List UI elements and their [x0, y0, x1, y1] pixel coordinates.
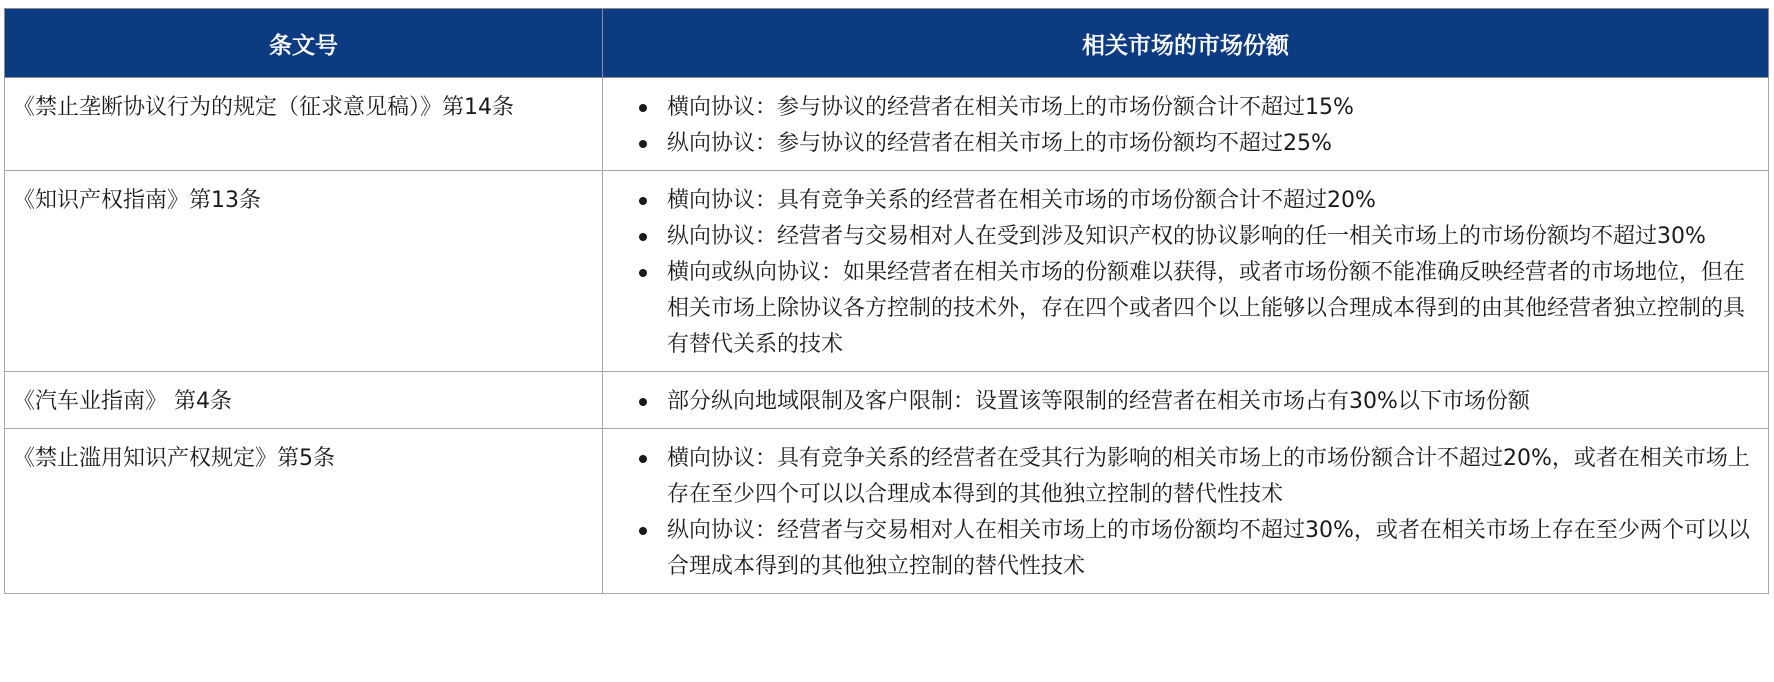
bullet-list — [611, 441, 1760, 585]
article-cell: 《知识产权指南》第13条 — [5, 171, 603, 372]
market-share-cell — [603, 171, 1769, 372]
article-cell: 《汽车业指南》 第4条 — [5, 372, 603, 429]
bullet-list — [611, 384, 1760, 420]
table-body — [5, 78, 1769, 594]
table-row — [5, 171, 1769, 372]
bullet-list — [611, 90, 1760, 162]
market-share-cell — [603, 429, 1769, 594]
header-row — [5, 9, 1769, 78]
table-row — [5, 78, 1769, 171]
header-article-number: 条文号 — [5, 9, 603, 78]
bullet-item: 横向协议：具有竞争关系的经营者在相关市场的市场份额合计不超过20% — [667, 183, 1760, 219]
table-row — [5, 429, 1769, 594]
bullet-item: 纵向协议：经营者与交易相对人在相关市场上的市场份额均不超过30%，或者在相关市场上存在至少两个可以以合理成本得到的其他独立控制的替代性技术 — [667, 513, 1760, 585]
bullet-item: 纵向协议：经营者与交易相对人在受到涉及知识产权的协议影响的任一相关市场上的市场份额均不超过30% — [667, 219, 1760, 255]
header-market-share: 相关市场的市场份额 — [603, 9, 1769, 78]
bullet-item: 横向协议：具有竞争关系的经营者在受其行为影响的相关市场上的市场份额合计不超过20%，或者在相关市场上存在至少四个可以以合理成本得到的其他独立控制的替代性技术 — [667, 441, 1760, 513]
bullet-item: 横向或纵向协议：如果经营者在相关市场的份额难以获得，或者市场份额不能准确反映经营者的市场地位，但在相关市场上除协议各方控制的技术外，存在四个或者四个以上能够以合理成本得到的由其他经营者独立控制的具有替代关系的技术 — [667, 255, 1760, 363]
article-cell: 《禁止垄断协议行为的规定（征求意见稿）》第14条 — [5, 78, 603, 171]
market-share-cell — [603, 372, 1769, 429]
bullet-item: 纵向协议：参与协议的经营者在相关市场上的市场份额均不超过25% — [667, 126, 1760, 162]
bullet-item: 部分纵向地域限制及客户限制：设置该等限制的经营者在相关市场占有30%以下市场份额 — [667, 384, 1760, 420]
bullet-item: 横向协议：参与协议的经营者在相关市场上的市场份额合计不超过15% — [667, 90, 1760, 126]
table-row — [5, 372, 1769, 429]
market-share-table — [4, 8, 1769, 594]
article-cell: 《禁止滥用知识产权规定》第5条 — [5, 429, 603, 594]
table-header — [5, 9, 1769, 78]
bullet-list — [611, 183, 1760, 363]
market-share-cell — [603, 78, 1769, 171]
